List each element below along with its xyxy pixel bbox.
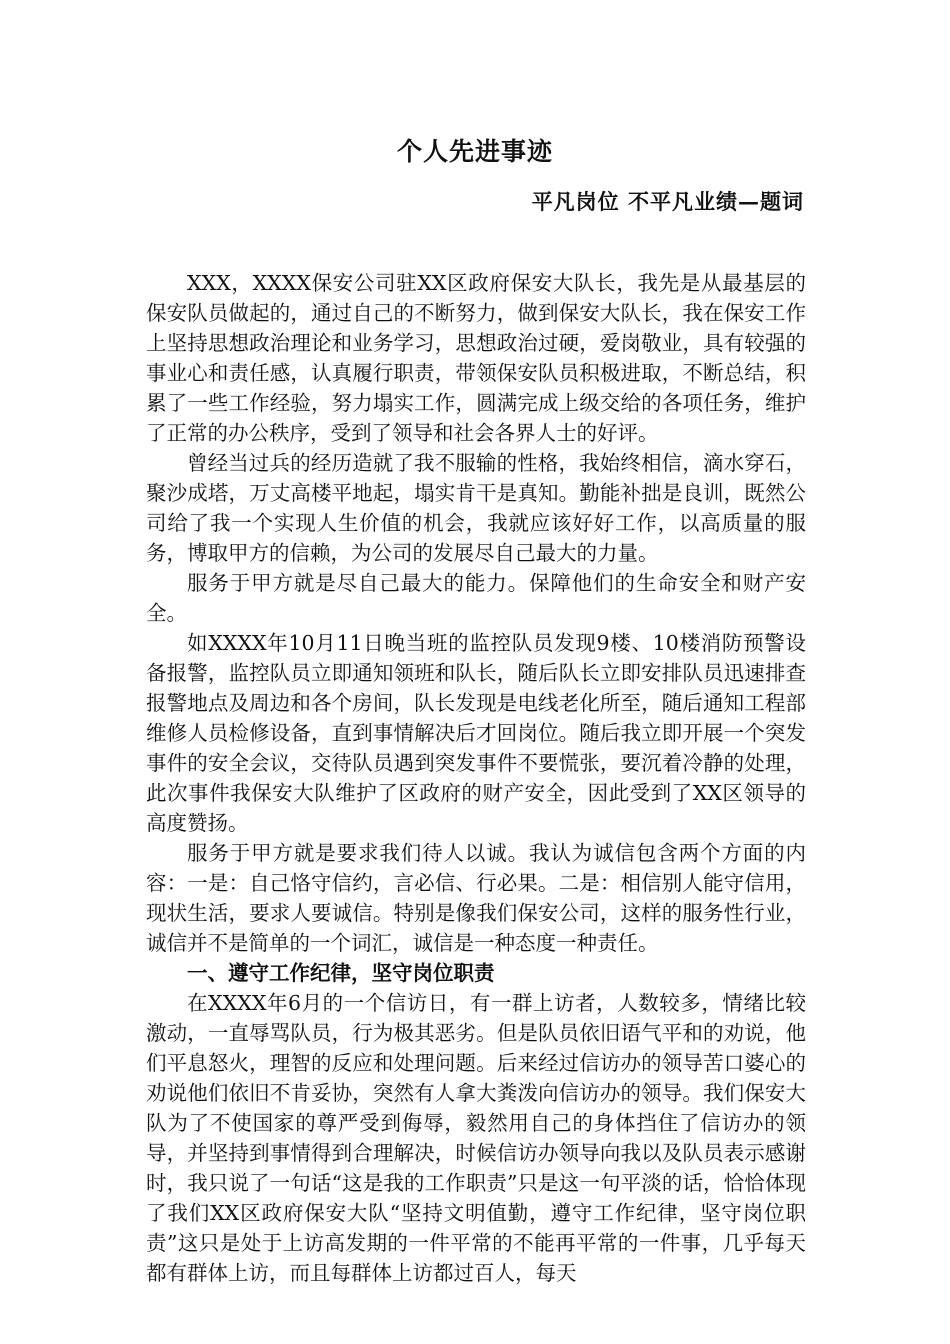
paragraph: 在XXXX年6月的一个信访日，有一群上访者，人数较多，情绪比较激动，一直辱骂队员，行为极其恶劣。但是队员依旧语气平和的劝说，他们平息怒火，理智的反应和处理问题。后来经过信访办的领导苦口婆心的劝说他们依旧不肯妥协，突然有人拿大粪泼向信访办的领导。我们保安大队为了不使国家的尊严受到侮辱，毅然用自己的身体挡住了信访办的领导，并坚持到事情得到合理解决，时候信访办领导向我以及队员表示感谢时，我只说了一句话“这是我的工作职责”只是这一句平淡的话，恰恰体现了我们XX区政府保安大队“坚持文明值勤，遵守工作纪律，坚守岗位职责”这只是处于上访高发期的一件平常的不能再平常的一件事，几乎每天都有群体上访，而且每群体上访都过百人，每天 (146, 991, 806, 1285)
paragraph: 服务于甲方就是尽自己最大的能力。保障他们的生命安全和财产安全。 (146, 571, 806, 625)
document-body (146, 268, 806, 1288)
paragraph: 服务于甲方就是要求我们待人以诚。我认为诚信包含两个方面的内容：一是：自己恪守信约，言必信、行必果。二是：相信别人能守信用，现状生活，要求人要诚信。特别是像我们保安公司，这样的服务性行业，诚信并不是简单的一个词汇，诚信是一种态度一种责任。 (146, 841, 806, 955)
paragraph: 如XXXX年10月11日晚当班的监控队员发现9楼、10楼消防预警设备报警，监控队员立即通知领班和队长，随后队长立即安排队员迅速排查报警地点及周边和各个房间，队长发现是电线老化所至，随后通知工程部维修人员检修设备，直到事情解决后才回岗位。随后我立即开展一个突发事件的安全会议，交待队员遇到突发事件不要慌张，要沉着冷静的处理，此次事件我保安大队维护了区政府的财产安全，因此受到了XX区领导的高度赞扬。 (146, 631, 806, 835)
paragraph: XXX，XXXX保安公司驻XX区政府保安大队长，我先是从最基层的保安队员做起的，通过自己的不断努力，做到保安大队长，我在保安工作上坚持思想政治理论和业务学习，思想政治过硬，爱岗敬业，具有较强的事业心和责任感，认真履行职责，带领保安队员积极进取，不断总结，积累了一些工作经验，努力塌实工作，圆满完成上级交给的各项任务，维护了正常的办公秩序，受到了领导和社会各界人士的好评。 (146, 271, 806, 445)
section-heading: 一、遵守工作纪律，坚守岗位职责 (187, 961, 495, 985)
paragraph: 曾经当过兵的经历造就了我不服输的性格，我始终相信，滴水穿石，聚沙成塔，万丈高楼平地起，塌实肯干是真知。勤能补拙是良训，既然公司给了我一个实现人生价值的机会，我就应该好好工作，以高质量的服务，博取甲方的信赖，为公司的发展尽自己最大的力量。 (146, 451, 806, 565)
document-subtitle: 平凡岗位 不平凡业绩—题词 (531, 189, 804, 214)
document-title: 个人先进事迹 (396, 137, 553, 166)
